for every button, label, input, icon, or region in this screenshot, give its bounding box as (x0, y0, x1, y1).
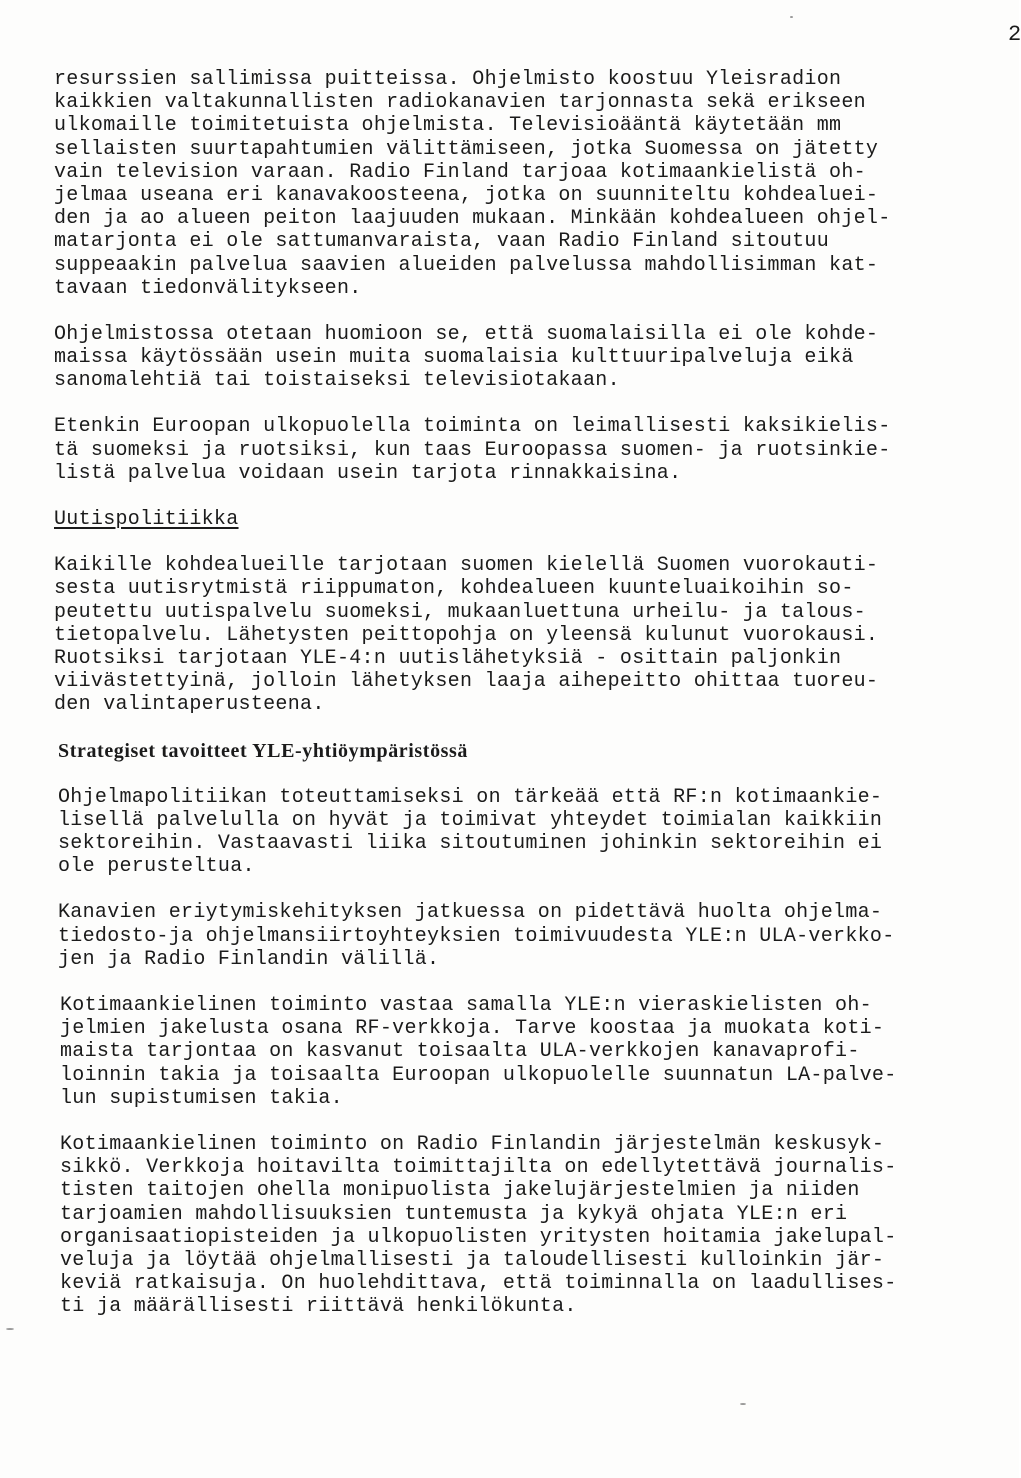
text-line: lun supistumisen takia. (60, 1086, 343, 1110)
text-line: vain television varaan. Radio Finland tarjoaa kotimaankielistä oh- (54, 160, 866, 184)
text-line: sektoreihin. Vastaavasti liika sitoutuminen johinkin sektoreihin ei (58, 832, 883, 856)
text-line: lisellä palvelulla on hyvät ja toimivat yhteydet toimialan kaikkiin (58, 808, 883, 832)
text-line: resurssien sallimissa puitteissa. Ohjelmisto koostuu Yleisradion (54, 68, 842, 91)
scan-speck (6, 1328, 14, 1330)
paragraph-programming (54, 323, 1014, 393)
text-line: Kotimaankielinen toiminto vastaa samalla YLE:n vieraskielisten oh- (60, 994, 872, 1017)
text-line: tavaan tiedonvälitykseen. (54, 276, 362, 300)
text-line: ole perusteltua. (58, 855, 255, 879)
text-line: ti ja määrällisesti riittävä henkilökunta. (60, 1295, 577, 1319)
text-line: jelmien jakelusta osana RF-verkkoja. Tarve koostaa ja muokata koti- (60, 1017, 885, 1041)
text-line: sellaisten suurtapahtumien välittämiseen, jotka Suomessa on jätetty (54, 137, 879, 161)
text-line: peutettu uutispalvelu suomeksi, mukaanluettuna urheilu- ja talous- (54, 600, 866, 624)
text-line: den ja ao alueen peiton laajuuden mukaan. Minkään kohdealueen ohjel- (54, 207, 891, 231)
text-line: Kotimaankielinen toiminto on Radio Finlandin järjestelmän keskusyk- (60, 1132, 885, 1156)
text-line: tietopalvelu. Lähetysten peittopohja on yleensä kulunut vuorokausi. (54, 623, 879, 647)
paragraph-news-policy (54, 554, 1014, 716)
paragraph-strategy-channels (58, 901, 1014, 971)
text-line: sesta uutisrytmistä riippumaton, kohdealueen kuunteluaikoihin so- (54, 577, 854, 601)
paragraph-bilingual (54, 415, 1014, 485)
scan-speck (740, 1403, 746, 1405)
text-line: suppeaakin palvelua saavien alueiden palvelussa mahdollisimman kat- (54, 253, 879, 277)
text-line: Ruotsiksi tarjotaan YLE-4:n uutislähetyksiä - osittain paljonkin (54, 646, 842, 670)
document-body (54, 68, 1014, 1341)
text-line: Etenkin Euroopan ulkopuolella toiminta on leimallisesti kaksikielis- (54, 415, 891, 439)
text-line: kaikkien valtakunnallisten radiokanavien tarjonnasta sekä erikseen (54, 91, 866, 115)
scan-speck (790, 16, 793, 18)
text-line: ulkomaille toimitetuista ohjelmista. Televisioääntä käytetään mm (54, 114, 842, 138)
text-line: tä suomeksi ja ruotsiksi, kun taas Euroopassa suomen- ja ruotsinkie- (54, 438, 891, 462)
page-number: 2 (1008, 22, 1021, 47)
text-line: keviä ratkaisuja. On huolehdittava, että toiminnalla on laadullises- (60, 1272, 897, 1296)
text-line: sikkö. Verkkoja hoitavilta toimittajilta on edellytettävä journalis- (60, 1156, 897, 1180)
text-line: Ohjelmapolitiikan toteuttamiseksi on tärkeää että RF:n kotimaankie- (58, 785, 883, 809)
section-heading-news-policy: Uutispolitiikka (54, 508, 239, 531)
paragraph-strategy-staff (60, 1133, 1014, 1319)
text-line: Kaikille kohdealueille tarjotaan suomen kielellä Suomen vuorokauti- (54, 554, 879, 578)
paragraph-strategy-connections (58, 786, 1014, 879)
text-line: jen ja Radio Finlandin välillä. (58, 947, 440, 971)
text-line: viivästettyinä, jolloin lähetyksen laaja aihepeitto ohittaa tuoreu- (54, 670, 879, 694)
text-line: tisten taitojen ohella monipuolista jakelujärjestelmien ja niiden (60, 1179, 860, 1203)
text-line: tarjoamien mahdollisuuksien tuntemusta ja kykyä ohjata YLE:n eri (60, 1202, 848, 1226)
text-line: sanomalehtiä tai toistaiseksi televisiotakaan. (54, 369, 620, 393)
text-line: loinnin takia ja toisaalta Euroopan ulkopuolelle suunnatun LA-palve- (60, 1063, 897, 1087)
text-line: jelmaa useana eri kanavakoosteena, jotka on suunniteltu kohdealuei- (54, 183, 879, 207)
text-line: organisaatiopisteiden ja ulkopuolisten yritysten hoitamia jakelupal- (60, 1225, 897, 1249)
text-line: tiedosto-ja ohjelmansiirtoyhteyksien toimivuudesta YLE:n ULA-verkko- (58, 924, 895, 948)
paragraph-strategy-distribution (60, 994, 1014, 1110)
text-line: Ohjelmistossa otetaan huomioon se, että suomalaisilla ei ole kohde- (54, 322, 879, 346)
text-line: matarjonta ei ole sattumanvaraista, vaan Radio Finland sitoutuu (54, 230, 830, 254)
text-line: maissa käytössään usein muita suomalaisia kulttuuripalveluja eikä (54, 346, 854, 370)
text-line: maista tarjontaa on kasvanut toisaalta ULA-verkkojen kanavaprofi- (60, 1040, 860, 1064)
section-heading-strategy: Strategiset tavoitteet YLE-yhtiöympäristössä (58, 739, 469, 762)
text-line: Kanavien eriytymiskehityksen jatkuessa on pidettävä huolta ohjelma- (58, 901, 883, 925)
paragraph-intro (54, 68, 1014, 300)
text-line: listä palvelua voidaan usein tarjota rinnakkaisina. (54, 461, 682, 485)
text-line: veluja ja löytää ohjelmallisesti ja taloudellisesti kulloinkin jär- (60, 1248, 885, 1272)
text-line: den valintaperusteena. (54, 693, 325, 717)
